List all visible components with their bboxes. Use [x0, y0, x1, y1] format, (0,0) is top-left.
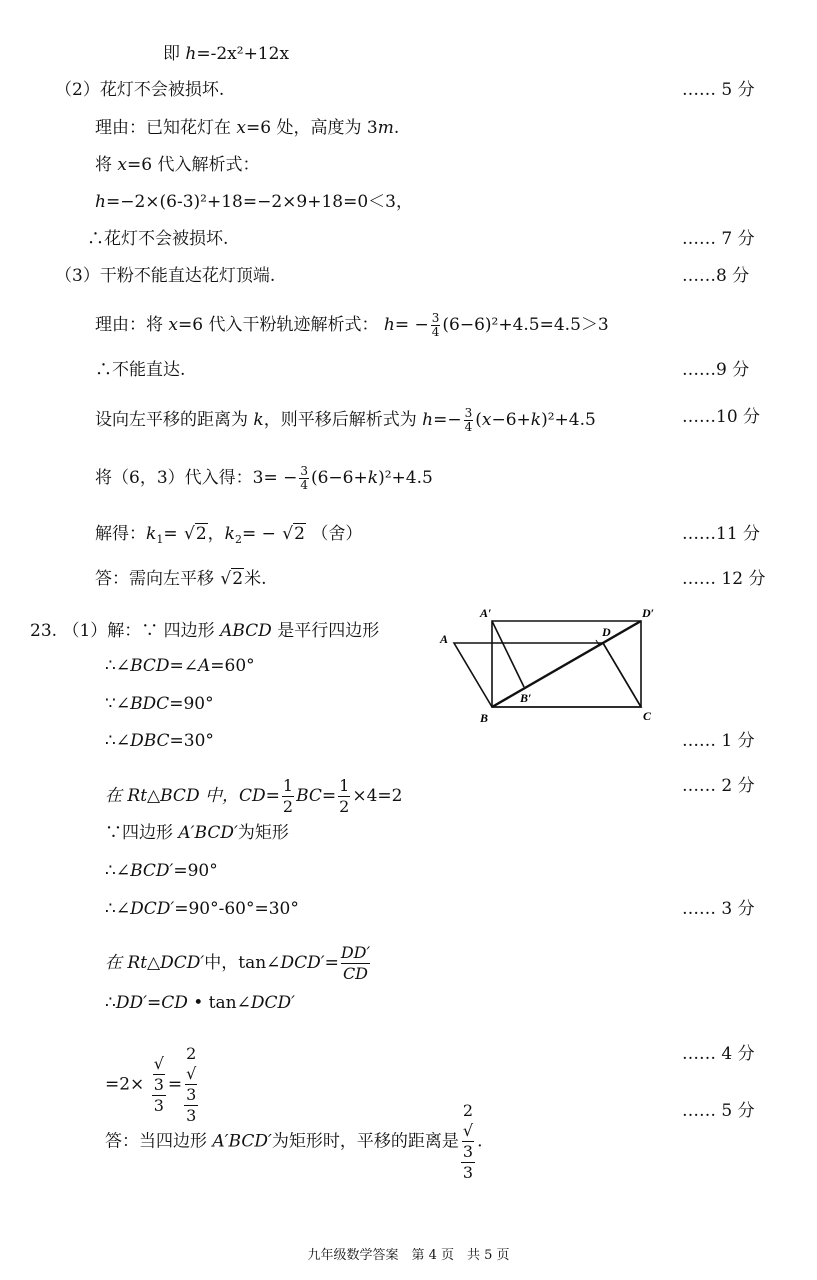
fraction-3-4: $\frac{3}{4}$	[431, 311, 440, 339]
part-3-solve: 解得：$k_1= √2$，$k_2= - √2$ （舍）	[95, 524, 363, 546]
fraction-sqrt3-3: √ 3 3	[153, 1054, 164, 1115]
fraction-3-4: $\frac{3}{4}$	[300, 464, 308, 492]
fraction-3-4: $\frac{3}{4}$	[464, 406, 473, 434]
part-3-reason: 理由：将 x=6 代入干粉轨迹解析式： h= − $\frac{3}{4}$ (6−6)²+4.5=4.5＞3	[95, 311, 609, 339]
q23-line-10: =2× √ 3 3 = 2 √ 3 3	[105, 1044, 197, 1125]
part-3-shift: 设向左平移的距离为 k，则平移后解析式为 h=− $\frac{3}{4}$ (x−6+k)²+4.5	[95, 406, 596, 434]
fraction-1-2: $\frac{1}{2}$	[282, 776, 294, 816]
q23-line-1: ∴∠BCD=∠A=60°	[105, 656, 255, 676]
label-a: A	[440, 632, 449, 646]
q23-answer: 答：当四边形 A′BCD′为矩形时，平移的距离是 2 √ 3 3 .	[105, 1101, 483, 1182]
segment-ap-bp	[492, 621, 524, 687]
q23-line-6: ∴∠BCD′=90°	[105, 861, 218, 881]
part-2-calculation: h=−2×(6-3)²+18=−2×9+18=0＜3，	[95, 192, 413, 212]
equation-h-quadratic: 即 h=-2x²+12x	[163, 44, 290, 64]
score-8: ……8 分	[682, 266, 750, 286]
label-b: B	[480, 711, 489, 725]
page-footer: 九年级数学答案 第 4 页 共 5 页	[307, 1248, 510, 1263]
q23-line-7: ∴∠DCD′=90°-60°=30°	[105, 899, 299, 919]
label-ap: A′	[480, 606, 492, 620]
part-2-reason: 理由：已知花灯在 x=6 处，高度为 3m.	[95, 118, 400, 138]
fraction-2sqrt3-3: 2 √ 3 3	[462, 1101, 474, 1182]
label-bp: B′	[520, 691, 532, 705]
geometry-figure	[436, 602, 666, 727]
label-d: D	[602, 625, 611, 639]
q23-heading: 23. （1）解：∵ 四边形 ABCD 是平行四边形	[30, 621, 380, 641]
score-7: …… 7 分	[682, 229, 755, 249]
part-3-conclusion: ∴不能直达.	[95, 360, 186, 380]
part-2-substitute: 将 x=6 代入解析式：	[95, 155, 260, 175]
score-5: …… 5 分	[682, 80, 755, 100]
q23-line-2: ∵∠BDC=90°	[105, 694, 214, 714]
part-2-heading: （2）花灯不会被损坏.	[55, 80, 225, 100]
part-2-conclusion: ∴花灯不会被损坏.	[87, 229, 229, 249]
label-c: C	[643, 709, 652, 723]
part-3-plug-in: 将（6，3）代入得：3= − $\frac{3}{4}$ (6−6+k)²+4.5	[95, 464, 433, 492]
q23-line-8: 在 Rt△DCD′中，tan∠DCD′= $\frac{DD'}{CD}$	[105, 943, 371, 983]
segment-d-c	[603, 643, 641, 707]
q23-line-3: ∴∠DBC=30°	[105, 731, 214, 751]
q23-line-4: 在 Rt△BCD 中，CD= $\frac{1}{2}$ BC= $\frac{1}{2}$ ×4=2	[105, 776, 403, 816]
score-4: …… 4 分	[682, 1044, 755, 1064]
part-3-answer: 答：需向左平移 √2米.	[95, 569, 267, 589]
score-12: …… 12 分	[682, 569, 766, 589]
score-1: …… 1 分	[682, 731, 755, 751]
fraction-1-2: $\frac{1}{2}$	[339, 776, 350, 816]
score-10: ……10 分	[682, 407, 761, 427]
score-9: ……9 分	[682, 360, 750, 380]
q23-line-9: ∴DD′=CD • tan∠DCD′	[105, 993, 295, 1013]
score-2: …… 2 分	[682, 776, 755, 796]
score-3: …… 3 分	[682, 899, 755, 919]
part-3-heading: （3）干粉不能直达花灯顶端.	[55, 266, 276, 286]
fraction-2sqrt3-3: 2 √ 3 3	[186, 1044, 197, 1125]
diagonal-bdp	[492, 621, 641, 707]
q23-line-5: ∵四边形 A′BCD′为矩形	[105, 823, 289, 843]
score-11: ……11 分	[682, 524, 761, 544]
fraction-ddp-cd: $\frac{DD'}{CD}$	[340, 943, 371, 983]
score-5: …… 5 分	[682, 1101, 755, 1121]
label-dp: D′	[642, 606, 655, 620]
